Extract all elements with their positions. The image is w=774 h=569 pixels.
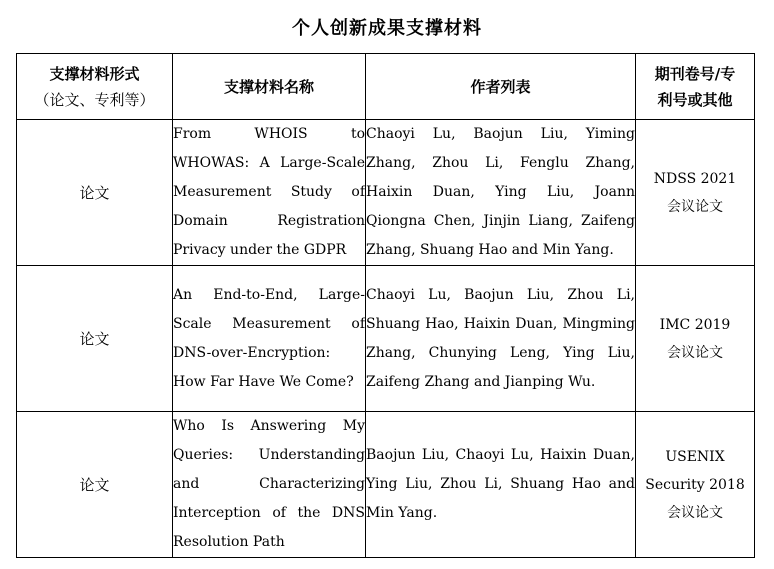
table-row <box>17 120 755 266</box>
venue <box>636 120 755 266</box>
header-venue <box>636 54 755 120</box>
header-venue-line1: 期刊卷号/专 <box>654 64 736 83</box>
venue <box>636 266 755 412</box>
material-type: 论文 <box>17 412 173 558</box>
material-type: 论文 <box>17 120 173 266</box>
author-list: Chaoyi Lu, Baojun Liu, Yiming Zhang, Zhou Li, Fenglu Zhang, Haixin Duan, Ying Liu, Joann Qiongna Chen, Jinjin Liang, Zaifeng Zhang, Shuang Hao and Min Yang. <box>366 120 636 266</box>
material-type: 论文 <box>17 266 173 412</box>
material-name: From WHOIS to WHOWAS: A Large-Scale Measurement Study of Domain Registration Privacy under the GDPR <box>173 120 366 266</box>
header-type-line2: （论文、专利等） <box>34 90 155 109</box>
table-row <box>17 412 755 558</box>
materials-table <box>16 53 755 558</box>
venue <box>636 412 755 558</box>
venue-line2: Security 2018 <box>645 476 745 493</box>
material-name: Who Is Answering My Queries: Understanding and Characterizing Interception of the DNS Resolution Path <box>173 412 366 558</box>
venue-line2: 会议论文 <box>667 198 723 215</box>
venue-line1: USENIX <box>665 448 725 465</box>
header-venue-line2: 利号或其他 <box>657 90 733 109</box>
header-name: 支撑材料名称 <box>173 54 366 120</box>
header-type <box>17 54 173 120</box>
venue-line1: IMC 2019 <box>659 316 731 333</box>
venue-line3: 会议论文 <box>667 504 723 521</box>
venue-line1: NDSS 2021 <box>653 170 737 187</box>
table-row <box>17 266 755 412</box>
material-name: An End-to-End, Large-Scale Measurement of DNS-over-Encryption: How Far Have We Come? <box>173 266 366 412</box>
venue-line2: 会议论文 <box>667 344 723 361</box>
header-authors: 作者列表 <box>366 54 636 120</box>
author-list: Chaoyi Lu, Baojun Liu, Zhou Li, Shuang Hao, Haixin Duan, Mingming Zhang, Chunying Leng, Ying Liu, Zaifeng Zhang and Jianping Wu. <box>366 266 636 412</box>
author-list: Baojun Liu, Chaoyi Lu, Haixin Duan, Ying Liu, Zhou Li, Shuang Hao and Min Yang. <box>366 412 636 558</box>
table-header-row <box>17 54 755 120</box>
header-type-line1: 支撑材料形式 <box>49 64 140 83</box>
document-title: 个人创新成果支撑材料 <box>292 18 482 39</box>
